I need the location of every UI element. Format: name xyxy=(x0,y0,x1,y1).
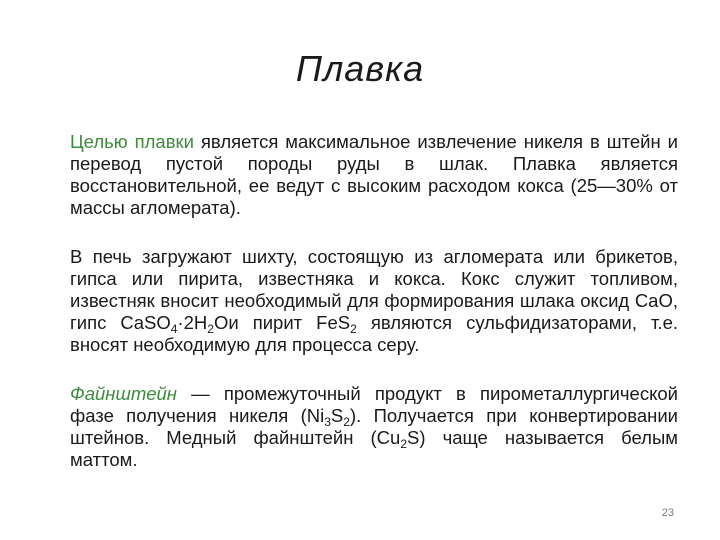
slide-title: Плавка xyxy=(295,48,425,89)
highlight-term: Целью плавки xyxy=(70,131,194,152)
page-number: 23 xyxy=(661,507,674,519)
paragraph-text: S xyxy=(330,405,344,426)
paragraph-text: Oи пирит FeS xyxy=(213,312,351,333)
paragraph-text: является максимальное извлечение никеля в штейн и перевод пустой породы руды в шлак. Плавка является восстановительной, ее ведут с высоким расходом кокса (25—30% от массы агломерата). xyxy=(70,131,678,218)
subscript: 3 xyxy=(324,415,331,429)
subscript: 2 xyxy=(400,437,408,451)
highlight-term: Файнштейн xyxy=(70,383,177,404)
paragraph-text: S) чаще называется белым маттом. xyxy=(70,427,678,470)
paragraph-text: В печь загружают шихту, состоящую из агломерата или брикетов, гипса или пирита, известняка и кокса. Кокс служит топливом, известняк вносит необходимый для формирования шлака оксид CaO, гипс CaSO xyxy=(70,246,678,333)
paragraph-smelting-goal xyxy=(70,131,678,219)
paragraph-furnace-charge xyxy=(70,246,678,356)
subscript: 2 xyxy=(343,415,350,429)
subscript: 2 xyxy=(350,322,357,336)
paragraph-text: — промежуточный продукт в пирометаллургической фазе получения никеля (Ni xyxy=(70,383,678,426)
paragraph-text: ·2H xyxy=(177,312,208,333)
paragraph-text: ). Получается при конвертировании штейнов. Медный файнштейн (Cu xyxy=(70,405,678,448)
paragraph-text: являются сульфидизаторами, т.е. вносят необходимую для процесса серу. xyxy=(70,312,678,355)
paragraph-matte xyxy=(70,383,678,471)
subscript: 2 xyxy=(207,322,214,336)
subscript: 4 xyxy=(170,322,178,336)
